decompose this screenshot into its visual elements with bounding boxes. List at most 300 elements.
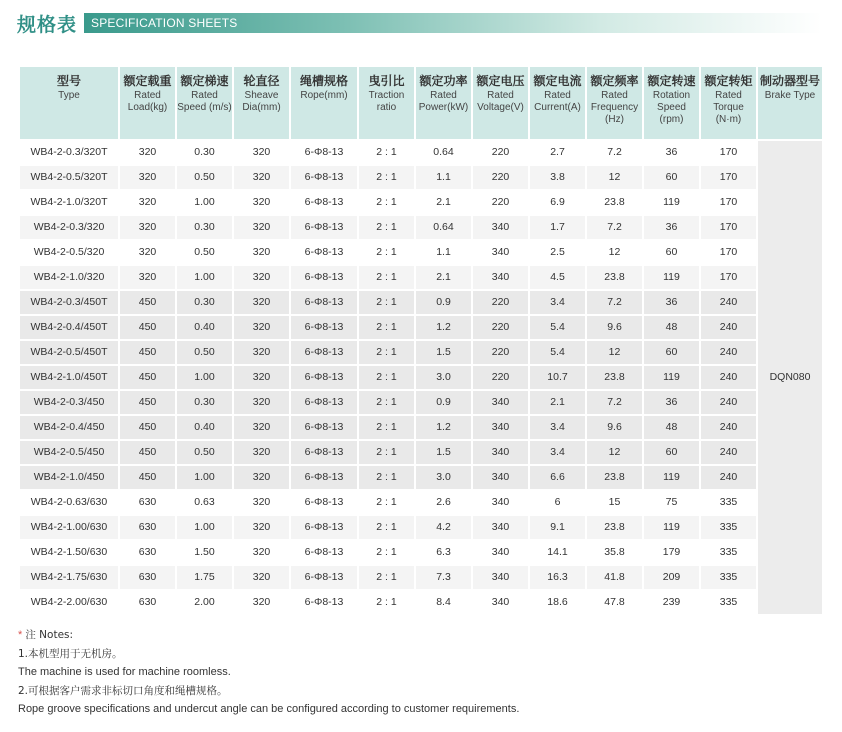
table-cell: 75 [644,491,699,514]
table-row [20,441,822,464]
table-cell: 48 [644,416,699,439]
column-header-en: Rated Current(A) [534,90,581,113]
table-cell: 6-Φ8-13 [291,241,357,264]
table-cell: 335 [701,516,756,539]
column-header-en: Rope(mm) [300,90,348,101]
table-cell: 0.40 [177,416,232,439]
table-cell: 170 [701,166,756,189]
table-cell: 119 [644,366,699,389]
table-cell: 2.1 [416,266,471,289]
column-header-cn: 额定电压 [476,74,525,88]
table-cell: 320 [234,316,289,339]
table-cell: 0.50 [177,241,232,264]
column-header-en: Rated Speed (m/s) [177,90,232,113]
table-cell: 320 [234,291,289,314]
table-cell: 320 [234,216,289,239]
column-header-cn: 额定转矩 [704,74,753,88]
model-cell: WB4-2-0.5/450T [20,341,118,364]
table-cell: 7.3 [416,566,471,589]
column-header [416,67,471,139]
table-cell: 10.7 [530,366,585,389]
column-header [234,67,289,139]
table-cell: 2.6 [416,491,471,514]
table-cell: 6-Φ8-13 [291,516,357,539]
table-cell: 320 [234,266,289,289]
table-cell: 2 : 1 [359,516,414,539]
table-cell: 2 : 1 [359,466,414,489]
table-cell: 41.8 [587,566,642,589]
table-cell: 209 [644,566,699,589]
table-row [20,591,822,614]
table-cell: 2.1 [530,391,585,414]
table-row [20,216,822,239]
table-cell: 0.30 [177,216,232,239]
table-cell: 6-Φ8-13 [291,416,357,439]
note-star: * [18,629,23,641]
table-cell: 16.3 [530,566,585,589]
column-header-en: Brake Type [764,90,816,101]
table-row [20,416,822,439]
table-cell: 6-Φ8-13 [291,366,357,389]
table-row [20,291,822,314]
table-cell: 2 : 1 [359,566,414,589]
table-cell: 320 [120,266,175,289]
column-header [587,67,642,139]
table-row [20,516,822,539]
column-header-cn: 曳引比 [368,74,405,88]
table-cell: 7.2 [587,141,642,164]
table-cell: 320 [120,166,175,189]
title-bar [17,10,822,36]
table-cell: 6-Φ8-13 [291,166,357,189]
table-cell: 240 [701,366,756,389]
table-cell: 340 [473,466,528,489]
column-header-en: Rated Voltage(V) [477,90,524,113]
table-cell: 335 [701,591,756,614]
column-header [530,67,585,139]
table-cell: 2 : 1 [359,441,414,464]
note-line-2: The machine is used for machine roomless. [18,666,231,678]
column-header [120,67,175,139]
table-cell: 340 [473,541,528,564]
table-cell: 320 [234,491,289,514]
table-cell: 320 [234,191,289,214]
table-cell: 36 [644,391,699,414]
table-cell: 1.00 [177,516,232,539]
table-cell: 179 [644,541,699,564]
table-cell: 340 [473,266,528,289]
table-cell: 6-Φ8-13 [291,566,357,589]
column-header-cn: 额定梯速 [180,74,229,88]
table-cell: 0.9 [416,291,471,314]
table-cell: 320 [234,441,289,464]
table-cell: 6-Φ8-13 [291,491,357,514]
table-cell: 320 [234,466,289,489]
model-cell: WB4-2-1.0/320T [20,191,118,214]
table-cell: 2 : 1 [359,416,414,439]
table-cell: 2 : 1 [359,266,414,289]
table-cell: 240 [701,316,756,339]
table-cell: 1.00 [177,191,232,214]
table-cell: 320 [120,241,175,264]
table-cell: 320 [234,416,289,439]
table-cell: 450 [120,316,175,339]
column-header-en: Rated Power(kW) [418,90,469,113]
column-header [644,67,699,139]
table-cell: 1.5 [416,341,471,364]
table-cell: 2 : 1 [359,341,414,364]
table-cell: 0.64 [416,216,471,239]
table-cell: 9.1 [530,516,585,539]
table-cell: 450 [120,441,175,464]
table-cell: 9.6 [587,316,642,339]
table-cell: 6-Φ8-13 [291,591,357,614]
model-cell: WB4-2-1.0/450 [20,466,118,489]
column-header-en: Type [58,90,80,101]
table-cell: 320 [234,241,289,264]
table-cell: 0.30 [177,141,232,164]
table-cell: 1.1 [416,241,471,264]
table-cell: 119 [644,191,699,214]
table-cell: 2 : 1 [359,141,414,164]
table-cell: 340 [473,566,528,589]
column-header-cn: 型号 [56,74,81,88]
table-cell: 60 [644,241,699,264]
table-cell: 450 [120,416,175,439]
table-cell: 2 : 1 [359,241,414,264]
table-cell: 170 [701,191,756,214]
model-cell: WB4-2-0.3/320 [20,216,118,239]
table-cell: 1.50 [177,541,232,564]
table-cell: 15 [587,491,642,514]
model-cell: WB4-2-1.0/320 [20,266,118,289]
column-header-en: Rotation Speed (rpm) [652,90,691,125]
table-row [20,541,822,564]
table-cell: 2 : 1 [359,291,414,314]
note-line-1: 1.本机型用于无机房。 [18,647,123,660]
table-cell: 3.0 [416,466,471,489]
table-cell: 3.8 [530,166,585,189]
column-header-en: Rated Torque (N·m) [713,90,744,125]
column-header-cn: 额定频率 [590,74,639,88]
table-cell: 36 [644,216,699,239]
table-cell: 1.00 [177,266,232,289]
table-cell: 23.8 [587,466,642,489]
model-cell: WB4-2-1.50/630 [20,541,118,564]
table-cell: 119 [644,266,699,289]
table-cell: 6-Φ8-13 [291,266,357,289]
table-cell: 12 [587,341,642,364]
table-cell: 450 [120,366,175,389]
table-row [20,166,822,189]
column-header [359,67,414,139]
table-cell: 0.30 [177,391,232,414]
table-cell: 1.00 [177,466,232,489]
column-header-cn: 制动器型号 [759,74,820,88]
column-header-cn: 额定载重 [123,74,172,88]
column-header-cn: 额定功率 [419,74,468,88]
table-cell: 0.63 [177,491,232,514]
table-cell: 0.40 [177,316,232,339]
table-cell: 6-Φ8-13 [291,216,357,239]
page-subtitle: SPECIFICATION SHEETS [91,16,238,30]
table-cell: 630 [120,491,175,514]
column-header-en: Sheave Dia(mm) [242,90,281,113]
table-cell: 4.5 [530,266,585,289]
table-cell: 0.64 [416,141,471,164]
notes-heading-text: 注 Notes: [25,629,74,641]
model-cell: WB4-2-0.5/320 [20,241,118,264]
table-row [20,341,822,364]
notes-heading [18,626,519,645]
table-header-row [20,67,822,139]
note-line-3: 2.可根据客户需求非标切口角度和绳槽规格。 [18,684,228,697]
column-header-cn: 绳槽规格 [299,74,348,88]
specification-table [18,65,824,616]
table-cell: 119 [644,466,699,489]
table-cell: 240 [701,341,756,364]
table-cell: 240 [701,466,756,489]
table-cell: 340 [473,391,528,414]
table-cell: 340 [473,441,528,464]
table-cell: 18.6 [530,591,585,614]
table-row [20,391,822,414]
table-cell: 340 [473,591,528,614]
table-cell: 12 [587,441,642,464]
table-cell: 320 [234,566,289,589]
table-cell: 220 [473,191,528,214]
table-cell: 2 : 1 [359,491,414,514]
table-cell: 340 [473,216,528,239]
table-cell: 220 [473,316,528,339]
table-row [20,191,822,214]
table-cell: 6-Φ8-13 [291,316,357,339]
table-cell: 320 [234,541,289,564]
model-cell: WB4-2-0.3/450 [20,391,118,414]
table-cell: 335 [701,491,756,514]
title-banner [84,13,822,33]
table-cell: 2 : 1 [359,216,414,239]
table-cell: 12 [587,166,642,189]
table-cell: 36 [644,291,699,314]
table-cell: 23.8 [587,366,642,389]
table-cell: 1.7 [530,216,585,239]
table-cell: 12 [587,241,642,264]
table-cell: 340 [473,516,528,539]
column-header [701,67,756,139]
model-cell: WB4-2-0.63/630 [20,491,118,514]
table-cell: 0.50 [177,166,232,189]
table-row [20,491,822,514]
table-cell: 450 [120,466,175,489]
table-cell: 7.2 [587,391,642,414]
table-cell: 60 [644,441,699,464]
table-cell: 320 [234,516,289,539]
table-cell: 2 : 1 [359,191,414,214]
table-cell: 170 [701,141,756,164]
table-cell: 0.50 [177,341,232,364]
brake-type-cell: DQN080 [758,141,822,614]
table-cell: 2 : 1 [359,391,414,414]
table-cell: 4.2 [416,516,471,539]
table-cell: 320 [120,216,175,239]
table-cell: 6-Φ8-13 [291,141,357,164]
table-cell: 2 : 1 [359,591,414,614]
model-cell: WB4-2-0.3/320T [20,141,118,164]
table-cell: 5.4 [530,341,585,364]
table-cell: 170 [701,216,756,239]
table-cell: 1.75 [177,566,232,589]
table-cell: 320 [234,591,289,614]
table-cell: 8.4 [416,591,471,614]
table-row [20,466,822,489]
model-cell: WB4-2-1.00/630 [20,516,118,539]
table-cell: 320 [120,191,175,214]
table-cell: 170 [701,241,756,264]
column-header-en: Rated Frequency (Hz) [590,90,639,125]
table-cell: 35.8 [587,541,642,564]
table-cell: 2 : 1 [359,316,414,339]
table-cell: 23.8 [587,191,642,214]
table-cell: 2.00 [177,591,232,614]
column-header [758,67,822,139]
table-cell: 0.50 [177,441,232,464]
table-cell: 239 [644,591,699,614]
table-cell: 119 [644,516,699,539]
table-cell: 2 : 1 [359,541,414,564]
table-cell: 220 [473,166,528,189]
model-cell: WB4-2-0.3/450T [20,291,118,314]
table-cell: 1.5 [416,441,471,464]
model-cell: WB4-2-2.00/630 [20,591,118,614]
table-row [20,141,822,164]
table-cell: 1.2 [416,316,471,339]
model-cell: WB4-2-1.0/450T [20,366,118,389]
table-cell: 450 [120,391,175,414]
table-cell: 1.2 [416,416,471,439]
table-cell: 2.1 [416,191,471,214]
table-cell: 320 [234,366,289,389]
model-cell: WB4-2-0.4/450T [20,316,118,339]
table-body [20,141,822,614]
column-header [473,67,528,139]
table-cell: 6-Φ8-13 [291,291,357,314]
table-cell: 7.2 [587,291,642,314]
column-header-en: Rated Load(kg) [127,90,168,113]
table-cell: 220 [473,341,528,364]
table-cell: 240 [701,291,756,314]
table-cell: 2.7 [530,141,585,164]
table-cell: 220 [473,366,528,389]
table-cell: 340 [473,491,528,514]
table-cell: 335 [701,566,756,589]
table-cell: 630 [120,566,175,589]
table-cell: 60 [644,341,699,364]
note-line-4: Rope groove specifications and undercut angle can be configured according to customer requirements. [18,703,520,715]
table-cell: 6-Φ8-13 [291,391,357,414]
table-cell: 6-Φ8-13 [291,466,357,489]
table-cell: 1.00 [177,366,232,389]
model-cell: WB4-2-0.4/450 [20,416,118,439]
table-cell: 320 [120,141,175,164]
table-row [20,266,822,289]
table-cell: 220 [473,291,528,314]
table-cell: 6-Φ8-13 [291,541,357,564]
table-cell: 3.4 [530,291,585,314]
notes-section [18,626,519,719]
table-cell: 6.9 [530,191,585,214]
table-cell: 450 [120,341,175,364]
table-cell: 340 [473,241,528,264]
page-title: 规格表 [17,13,78,36]
table-cell: 630 [120,516,175,539]
column-header-cn: 额定电流 [533,74,582,88]
table-cell: 14.1 [530,541,585,564]
column-header [291,67,357,139]
table-row [20,366,822,389]
table-cell: 7.2 [587,216,642,239]
table-cell: 6-Φ8-13 [291,441,357,464]
table-cell: 6-Φ8-13 [291,341,357,364]
table-cell: 240 [701,441,756,464]
table-cell: 335 [701,541,756,564]
table-cell: 3.0 [416,366,471,389]
table-row [20,241,822,264]
table-cell: 36 [644,141,699,164]
table-cell: 2 : 1 [359,366,414,389]
table-cell: 9.6 [587,416,642,439]
table-cell: 6 [530,491,585,514]
model-cell: WB4-2-1.75/630 [20,566,118,589]
table-cell: 3.4 [530,416,585,439]
table-cell: 0.9 [416,391,471,414]
column-header-cn: 额定转速 [647,74,696,88]
table-cell: 2 : 1 [359,166,414,189]
model-cell: WB4-2-0.5/450 [20,441,118,464]
table-cell: 1.1 [416,166,471,189]
table-cell: 6-Φ8-13 [291,191,357,214]
table-cell: 0.30 [177,291,232,314]
table-cell: 170 [701,266,756,289]
table-cell: 450 [120,291,175,314]
table-cell: 630 [120,541,175,564]
table-cell: 2.5 [530,241,585,264]
table-cell: 320 [234,341,289,364]
table-cell: 320 [234,141,289,164]
table-cell: 340 [473,416,528,439]
table-cell: 23.8 [587,266,642,289]
table-row [20,566,822,589]
table-cell: 60 [644,166,699,189]
column-header-en: Traction ratio [368,90,405,113]
table-cell: 240 [701,416,756,439]
table-cell: 630 [120,591,175,614]
table-cell: 320 [234,166,289,189]
column-header-cn: 轮直径 [243,74,280,88]
table-cell: 47.8 [587,591,642,614]
table-cell: 320 [234,391,289,414]
table-cell: 6.3 [416,541,471,564]
table-cell: 240 [701,391,756,414]
table-cell: 3.4 [530,441,585,464]
table-cell: 5.4 [530,316,585,339]
table-cell: 220 [473,141,528,164]
column-header [177,67,232,139]
table-row [20,316,822,339]
table-cell: 6.6 [530,466,585,489]
model-cell: WB4-2-0.5/320T [20,166,118,189]
column-header [20,67,118,139]
